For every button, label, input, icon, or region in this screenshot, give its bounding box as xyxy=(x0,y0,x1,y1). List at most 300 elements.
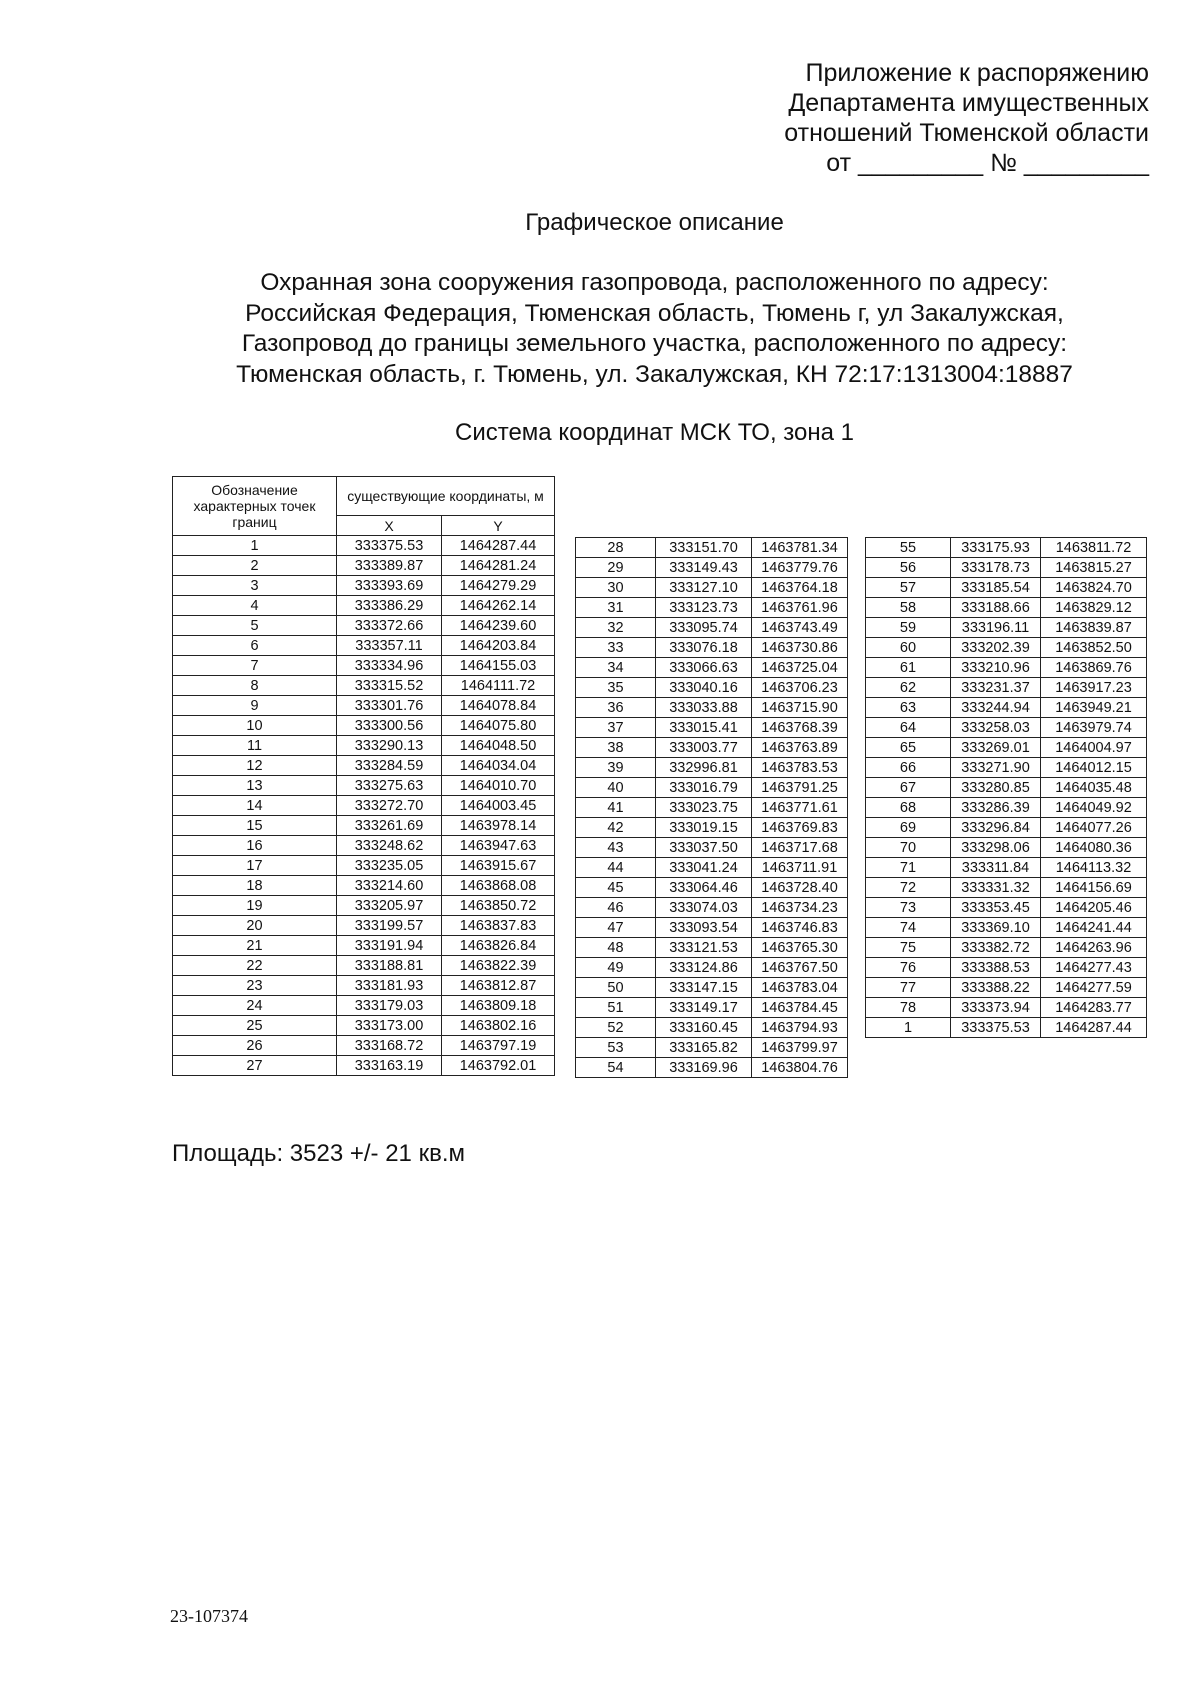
coord-y: 1463771.61 xyxy=(752,798,848,818)
coord-x: 333284.59 xyxy=(337,756,442,776)
coord-y: 1463978.14 xyxy=(442,816,555,836)
table-row xyxy=(173,536,555,556)
coord-x: 333210.96 xyxy=(951,658,1041,678)
point-number: 43 xyxy=(576,838,656,858)
table-row xyxy=(866,758,1147,778)
coord-y: 1463837.83 xyxy=(442,916,555,936)
appendix-line-2: Департамента имущественных xyxy=(788,89,1149,117)
coord-y: 1463764.18 xyxy=(752,578,848,598)
coord-x: 333375.53 xyxy=(951,1018,1041,1038)
coord-x: 333199.57 xyxy=(337,916,442,936)
point-number: 30 xyxy=(576,578,656,598)
coord-x: 333037.50 xyxy=(656,838,752,858)
subject-line-1: Охранная зона сооружения газопровода, расположенного по адресу: xyxy=(260,269,1049,296)
coord-x: 333372.66 xyxy=(337,616,442,636)
point-number: 78 xyxy=(866,998,951,1018)
point-number: 16 xyxy=(173,836,337,856)
point-number: 20 xyxy=(173,916,337,936)
coord-x: 333388.53 xyxy=(951,958,1041,978)
coord-x: 333373.94 xyxy=(951,998,1041,1018)
table-row xyxy=(576,698,848,718)
coord-x: 333386.29 xyxy=(337,596,442,616)
coord-x: 333296.84 xyxy=(951,818,1041,838)
point-number: 6 xyxy=(173,636,337,656)
table-row xyxy=(576,558,848,578)
coord-x: 333023.75 xyxy=(656,798,752,818)
point-number: 64 xyxy=(866,718,951,738)
table-row xyxy=(173,736,555,756)
coord-y: 1464277.43 xyxy=(1041,958,1147,978)
point-number: 75 xyxy=(866,938,951,958)
coord-y: 1463839.87 xyxy=(1041,618,1147,638)
point-number: 11 xyxy=(173,736,337,756)
coord-x: 333275.63 xyxy=(337,776,442,796)
point-number: 28 xyxy=(576,538,656,558)
coord-x: 333040.16 xyxy=(656,678,752,698)
subject-line-4: Тюменская область, г. Тюмень, ул. Закалужская, КН 72:17:1313004:18887 xyxy=(236,360,1073,388)
point-number: 46 xyxy=(576,898,656,918)
coord-y: 1464049.92 xyxy=(1041,798,1147,818)
table-row xyxy=(866,698,1147,718)
table-row xyxy=(576,878,848,898)
footer-code: 23-107374 xyxy=(170,1606,248,1626)
coord-x: 333272.70 xyxy=(337,796,442,816)
coord-y: 1464281.24 xyxy=(442,556,555,576)
coord-y: 1463811.72 xyxy=(1041,538,1147,558)
table-row xyxy=(576,918,848,938)
point-number: 63 xyxy=(866,698,951,718)
coord-y: 1463725.04 xyxy=(752,658,848,678)
point-number: 14 xyxy=(173,796,337,816)
point-number: 27 xyxy=(173,1056,337,1076)
coord-y: 1463769.83 xyxy=(752,818,848,838)
table-row xyxy=(576,1018,848,1038)
table-row xyxy=(866,878,1147,898)
table-row xyxy=(576,978,848,998)
coord-y: 1463802.16 xyxy=(442,1016,555,1036)
coord-y: 1464035.48 xyxy=(1041,778,1147,798)
point-number: 38 xyxy=(576,738,656,758)
table-row xyxy=(576,678,848,698)
coord-x: 333175.93 xyxy=(951,538,1041,558)
coord-x: 333311.84 xyxy=(951,858,1041,878)
coord-y: 1463949.21 xyxy=(1041,698,1147,718)
point-number: 1 xyxy=(866,1018,951,1038)
coord-x: 333160.45 xyxy=(656,1018,752,1038)
coord-y: 1463917.23 xyxy=(1041,678,1147,698)
coord-y: 1464113.32 xyxy=(1041,858,1147,878)
table-row xyxy=(866,798,1147,818)
coord-y: 1463979.74 xyxy=(1041,718,1147,738)
coord-y: 1464077.26 xyxy=(1041,818,1147,838)
coord-x: 333202.39 xyxy=(951,638,1041,658)
table-row xyxy=(173,616,555,636)
coord-y: 1463783.04 xyxy=(752,978,848,998)
table-row xyxy=(576,778,848,798)
table-row xyxy=(173,576,555,596)
point-number: 19 xyxy=(173,896,337,916)
table-row xyxy=(173,1016,555,1036)
coord-y: 1464241.44 xyxy=(1041,918,1147,938)
table-row xyxy=(866,618,1147,638)
coord-x: 333393.69 xyxy=(337,576,442,596)
point-number: 25 xyxy=(173,1016,337,1036)
coord-x: 333041.24 xyxy=(656,858,752,878)
coord-x: 333269.01 xyxy=(951,738,1041,758)
point-number: 51 xyxy=(576,998,656,1018)
coord-x: 333353.45 xyxy=(951,898,1041,918)
point-number: 74 xyxy=(866,918,951,938)
points-body-3 xyxy=(866,538,1147,1038)
point-number: 13 xyxy=(173,776,337,796)
point-number: 37 xyxy=(576,718,656,738)
point-number: 58 xyxy=(866,598,951,618)
coord-x: 333163.19 xyxy=(337,1056,442,1076)
point-number: 59 xyxy=(866,618,951,638)
point-number: 65 xyxy=(866,738,951,758)
table-row xyxy=(576,638,848,658)
coord-x: 333388.22 xyxy=(951,978,1041,998)
point-number: 4 xyxy=(173,596,337,616)
coord-x: 333178.73 xyxy=(951,558,1041,578)
coord-y: 1464075.80 xyxy=(442,716,555,736)
subject-line-3: Газопровод до границы земельного участка, расположенного по адресу: xyxy=(241,330,1068,357)
point-number: 35 xyxy=(576,678,656,698)
coord-y: 1463868.08 xyxy=(442,876,555,896)
table-row xyxy=(576,858,848,878)
coord-y: 1463829.12 xyxy=(1041,598,1147,618)
point-number: 62 xyxy=(866,678,951,698)
coord-y: 1463826.84 xyxy=(442,936,555,956)
point-number: 50 xyxy=(576,978,656,998)
coord-y: 1463799.97 xyxy=(752,1038,848,1058)
x-header: X xyxy=(337,516,442,536)
point-number: 24 xyxy=(173,996,337,1016)
coord-x: 333168.72 xyxy=(337,1036,442,1056)
table-row xyxy=(576,818,848,838)
coord-y: 1464048.50 xyxy=(442,736,555,756)
table-row xyxy=(576,798,848,818)
appendix-line-3: отношений Тюменской области xyxy=(784,119,1149,147)
coord-x: 333016.79 xyxy=(656,778,752,798)
coord-y: 1463761.96 xyxy=(752,598,848,618)
coord-x: 333188.81 xyxy=(337,956,442,976)
point-number: 61 xyxy=(866,658,951,678)
point-number: 23 xyxy=(173,976,337,996)
coord-y: 1464080.36 xyxy=(1041,838,1147,858)
point-number: 73 xyxy=(866,898,951,918)
coord-y: 1463706.23 xyxy=(752,678,848,698)
coord-x: 333188.66 xyxy=(951,598,1041,618)
coord-x: 333149.17 xyxy=(656,998,752,1018)
point-number: 60 xyxy=(866,638,951,658)
coord-y: 1464262.14 xyxy=(442,596,555,616)
point-number: 21 xyxy=(173,936,337,956)
point-number: 56 xyxy=(866,558,951,578)
table-row xyxy=(173,776,555,796)
table-row xyxy=(173,916,555,936)
coord-y: 1463781.34 xyxy=(752,538,848,558)
table-row xyxy=(866,558,1147,578)
point-number: 72 xyxy=(866,878,951,898)
point-number: 69 xyxy=(866,818,951,838)
table-row xyxy=(576,998,848,1018)
coord-y: 1463767.50 xyxy=(752,958,848,978)
coord-y: 1464283.77 xyxy=(1041,998,1147,1018)
table-row xyxy=(173,756,555,776)
coord-y: 1463797.19 xyxy=(442,1036,555,1056)
coord-x: 333066.63 xyxy=(656,658,752,678)
coord-x: 333149.43 xyxy=(656,558,752,578)
coord-y: 1463915.67 xyxy=(442,856,555,876)
table-row xyxy=(866,778,1147,798)
table-row xyxy=(173,956,555,976)
coord-x: 333074.03 xyxy=(656,898,752,918)
coord-y: 1463792.01 xyxy=(442,1056,555,1076)
coord-y: 1463730.86 xyxy=(752,638,848,658)
coord-x: 333127.10 xyxy=(656,578,752,598)
point-number: 47 xyxy=(576,918,656,938)
coord-x: 333003.77 xyxy=(656,738,752,758)
point-number: 32 xyxy=(576,618,656,638)
point-number: 17 xyxy=(173,856,337,876)
table-row xyxy=(866,938,1147,958)
document-title: Графическое описание xyxy=(525,209,784,236)
point-number: 45 xyxy=(576,878,656,898)
coord-x: 333123.73 xyxy=(656,598,752,618)
coord-x: 333169.96 xyxy=(656,1058,752,1078)
table-row xyxy=(576,898,848,918)
coord-x: 333093.54 xyxy=(656,918,752,938)
coord-x: 333248.62 xyxy=(337,836,442,856)
coord-y: 1463794.93 xyxy=(752,1018,848,1038)
point-number: 3 xyxy=(173,576,337,596)
table-row xyxy=(576,738,848,758)
point-number: 9 xyxy=(173,696,337,716)
coord-x: 333331.32 xyxy=(951,878,1041,898)
coord-x: 333173.00 xyxy=(337,1016,442,1036)
table-row xyxy=(173,1036,555,1056)
coord-y: 1463947.63 xyxy=(442,836,555,856)
table-row xyxy=(866,838,1147,858)
table-row xyxy=(576,1058,848,1078)
coord-y: 1463869.76 xyxy=(1041,658,1147,678)
coord-x: 333019.15 xyxy=(656,818,752,838)
table-row xyxy=(866,978,1147,998)
coord-x: 332996.81 xyxy=(656,758,752,778)
coord-x: 333357.11 xyxy=(337,636,442,656)
table-row xyxy=(576,658,848,678)
point-number: 7 xyxy=(173,656,337,676)
coord-y: 1464287.44 xyxy=(1041,1018,1147,1038)
coord-y: 1463711.91 xyxy=(752,858,848,878)
coord-x: 333165.82 xyxy=(656,1038,752,1058)
coord-y: 1463763.89 xyxy=(752,738,848,758)
coord-x: 333235.05 xyxy=(337,856,442,876)
point-number: 57 xyxy=(866,578,951,598)
point-number: 42 xyxy=(576,818,656,838)
table-row xyxy=(866,858,1147,878)
point-number: 12 xyxy=(173,756,337,776)
coord-x: 333369.10 xyxy=(951,918,1041,938)
points-body-2 xyxy=(576,538,848,1078)
coord-x: 333033.88 xyxy=(656,698,752,718)
table-row xyxy=(173,896,555,916)
point-number: 66 xyxy=(866,758,951,778)
coord-x: 333261.69 xyxy=(337,816,442,836)
coord-x: 333334.96 xyxy=(337,656,442,676)
point-number: 44 xyxy=(576,858,656,878)
point-number: 52 xyxy=(576,1018,656,1038)
coord-x: 333185.54 xyxy=(951,578,1041,598)
coords-header: существующие координаты, м xyxy=(337,477,555,516)
subject-line-2: Российская Федерация, Тюменская область, Тюмень г, ул Закалужская, xyxy=(245,299,1064,327)
coord-y: 1463746.83 xyxy=(752,918,848,938)
coord-x: 333214.60 xyxy=(337,876,442,896)
point-number: 68 xyxy=(866,798,951,818)
coord-y: 1464078.84 xyxy=(442,696,555,716)
coord-y: 1463852.50 xyxy=(1041,638,1147,658)
table-row xyxy=(173,636,555,656)
point-number: 70 xyxy=(866,838,951,858)
coord-x: 333280.85 xyxy=(951,778,1041,798)
coord-y: 1463717.68 xyxy=(752,838,848,858)
table-row xyxy=(173,816,555,836)
table-row xyxy=(866,678,1147,698)
area-value: Площадь: 3523 +/- 21 кв.м xyxy=(172,1140,465,1167)
point-number: 67 xyxy=(866,778,951,798)
point-number: 1 xyxy=(173,536,337,556)
table-row xyxy=(866,658,1147,678)
coord-y: 1464263.96 xyxy=(1041,938,1147,958)
coord-x: 333095.74 xyxy=(656,618,752,638)
table-row xyxy=(576,718,848,738)
coord-x: 333151.70 xyxy=(656,538,752,558)
point-number: 29 xyxy=(576,558,656,578)
point-number: 48 xyxy=(576,938,656,958)
table-row xyxy=(866,738,1147,758)
coord-y: 1464012.15 xyxy=(1041,758,1147,778)
point-number: 55 xyxy=(866,538,951,558)
coord-x: 333196.11 xyxy=(951,618,1041,638)
table-row xyxy=(173,656,555,676)
point-number: 49 xyxy=(576,958,656,978)
table-row xyxy=(866,638,1147,658)
coord-y: 1463768.39 xyxy=(752,718,848,738)
coord-y: 1464034.04 xyxy=(442,756,555,776)
table-row xyxy=(576,758,848,778)
coord-y: 1464010.70 xyxy=(442,776,555,796)
point-number: 2 xyxy=(173,556,337,576)
point-number: 41 xyxy=(576,798,656,818)
coord-x: 333290.13 xyxy=(337,736,442,756)
point-number: 76 xyxy=(866,958,951,978)
table-row xyxy=(173,976,555,996)
point-number: 71 xyxy=(866,858,951,878)
table-row xyxy=(173,876,555,896)
table-row xyxy=(173,716,555,736)
coord-x: 333191.94 xyxy=(337,936,442,956)
table-row xyxy=(576,938,848,958)
table-row xyxy=(866,1018,1147,1038)
point-number: 22 xyxy=(173,956,337,976)
table-row xyxy=(173,836,555,856)
coord-x: 333121.53 xyxy=(656,938,752,958)
coord-y: 1464156.69 xyxy=(1041,878,1147,898)
coord-y: 1464111.72 xyxy=(442,676,555,696)
coordinate-system: Система координат МСК ТО, зона 1 xyxy=(455,419,854,446)
appendix-line-1: Приложение к распоряжению xyxy=(805,59,1149,87)
point-number: 34 xyxy=(576,658,656,678)
point-number: 15 xyxy=(173,816,337,836)
points-table-2 xyxy=(575,537,848,1078)
point-number: 39 xyxy=(576,758,656,778)
coord-x: 333389.87 xyxy=(337,556,442,576)
coord-x: 333124.86 xyxy=(656,958,752,978)
point-label-header: Обозначение характерных точек границ xyxy=(173,477,337,536)
table-row xyxy=(173,696,555,716)
coord-y: 1463728.40 xyxy=(752,878,848,898)
coord-y: 1463850.72 xyxy=(442,896,555,916)
table-row xyxy=(173,936,555,956)
coord-y: 1463804.76 xyxy=(752,1058,848,1078)
point-number: 8 xyxy=(173,676,337,696)
coord-y: 1463715.90 xyxy=(752,698,848,718)
table-row xyxy=(576,1038,848,1058)
point-number: 36 xyxy=(576,698,656,718)
coord-y: 1463743.49 xyxy=(752,618,848,638)
coord-y: 1464203.84 xyxy=(442,636,555,656)
points-table-1 xyxy=(172,476,555,1076)
table-row xyxy=(173,556,555,576)
coord-y: 1463822.39 xyxy=(442,956,555,976)
table-row xyxy=(576,578,848,598)
table-row xyxy=(576,958,848,978)
coord-y: 1464155.03 xyxy=(442,656,555,676)
point-number: 18 xyxy=(173,876,337,896)
table-row xyxy=(866,718,1147,738)
table-row xyxy=(173,996,555,1016)
coord-y: 1463812.87 xyxy=(442,976,555,996)
point-number: 26 xyxy=(173,1036,337,1056)
coord-x: 333205.97 xyxy=(337,896,442,916)
coord-y: 1463815.27 xyxy=(1041,558,1147,578)
coord-y: 1463784.45 xyxy=(752,998,848,1018)
coord-x: 333076.18 xyxy=(656,638,752,658)
point-number: 77 xyxy=(866,978,951,998)
table-row xyxy=(576,598,848,618)
table-row xyxy=(866,898,1147,918)
coord-x: 333271.90 xyxy=(951,758,1041,778)
coord-x: 333147.15 xyxy=(656,978,752,998)
coord-x: 333301.76 xyxy=(337,696,442,716)
coord-x: 333231.37 xyxy=(951,678,1041,698)
coord-x: 333179.03 xyxy=(337,996,442,1016)
points-body-1 xyxy=(173,536,555,1076)
coord-y: 1464004.97 xyxy=(1041,738,1147,758)
coord-y: 1463779.76 xyxy=(752,558,848,578)
points-table-3 xyxy=(865,537,1147,1038)
table-row xyxy=(576,618,848,638)
coord-x: 333181.93 xyxy=(337,976,442,996)
table-row xyxy=(866,918,1147,938)
table-row xyxy=(576,838,848,858)
table-row xyxy=(866,538,1147,558)
point-number: 33 xyxy=(576,638,656,658)
y-header: Y xyxy=(442,516,555,536)
table-row xyxy=(173,796,555,816)
coord-y: 1464003.45 xyxy=(442,796,555,816)
